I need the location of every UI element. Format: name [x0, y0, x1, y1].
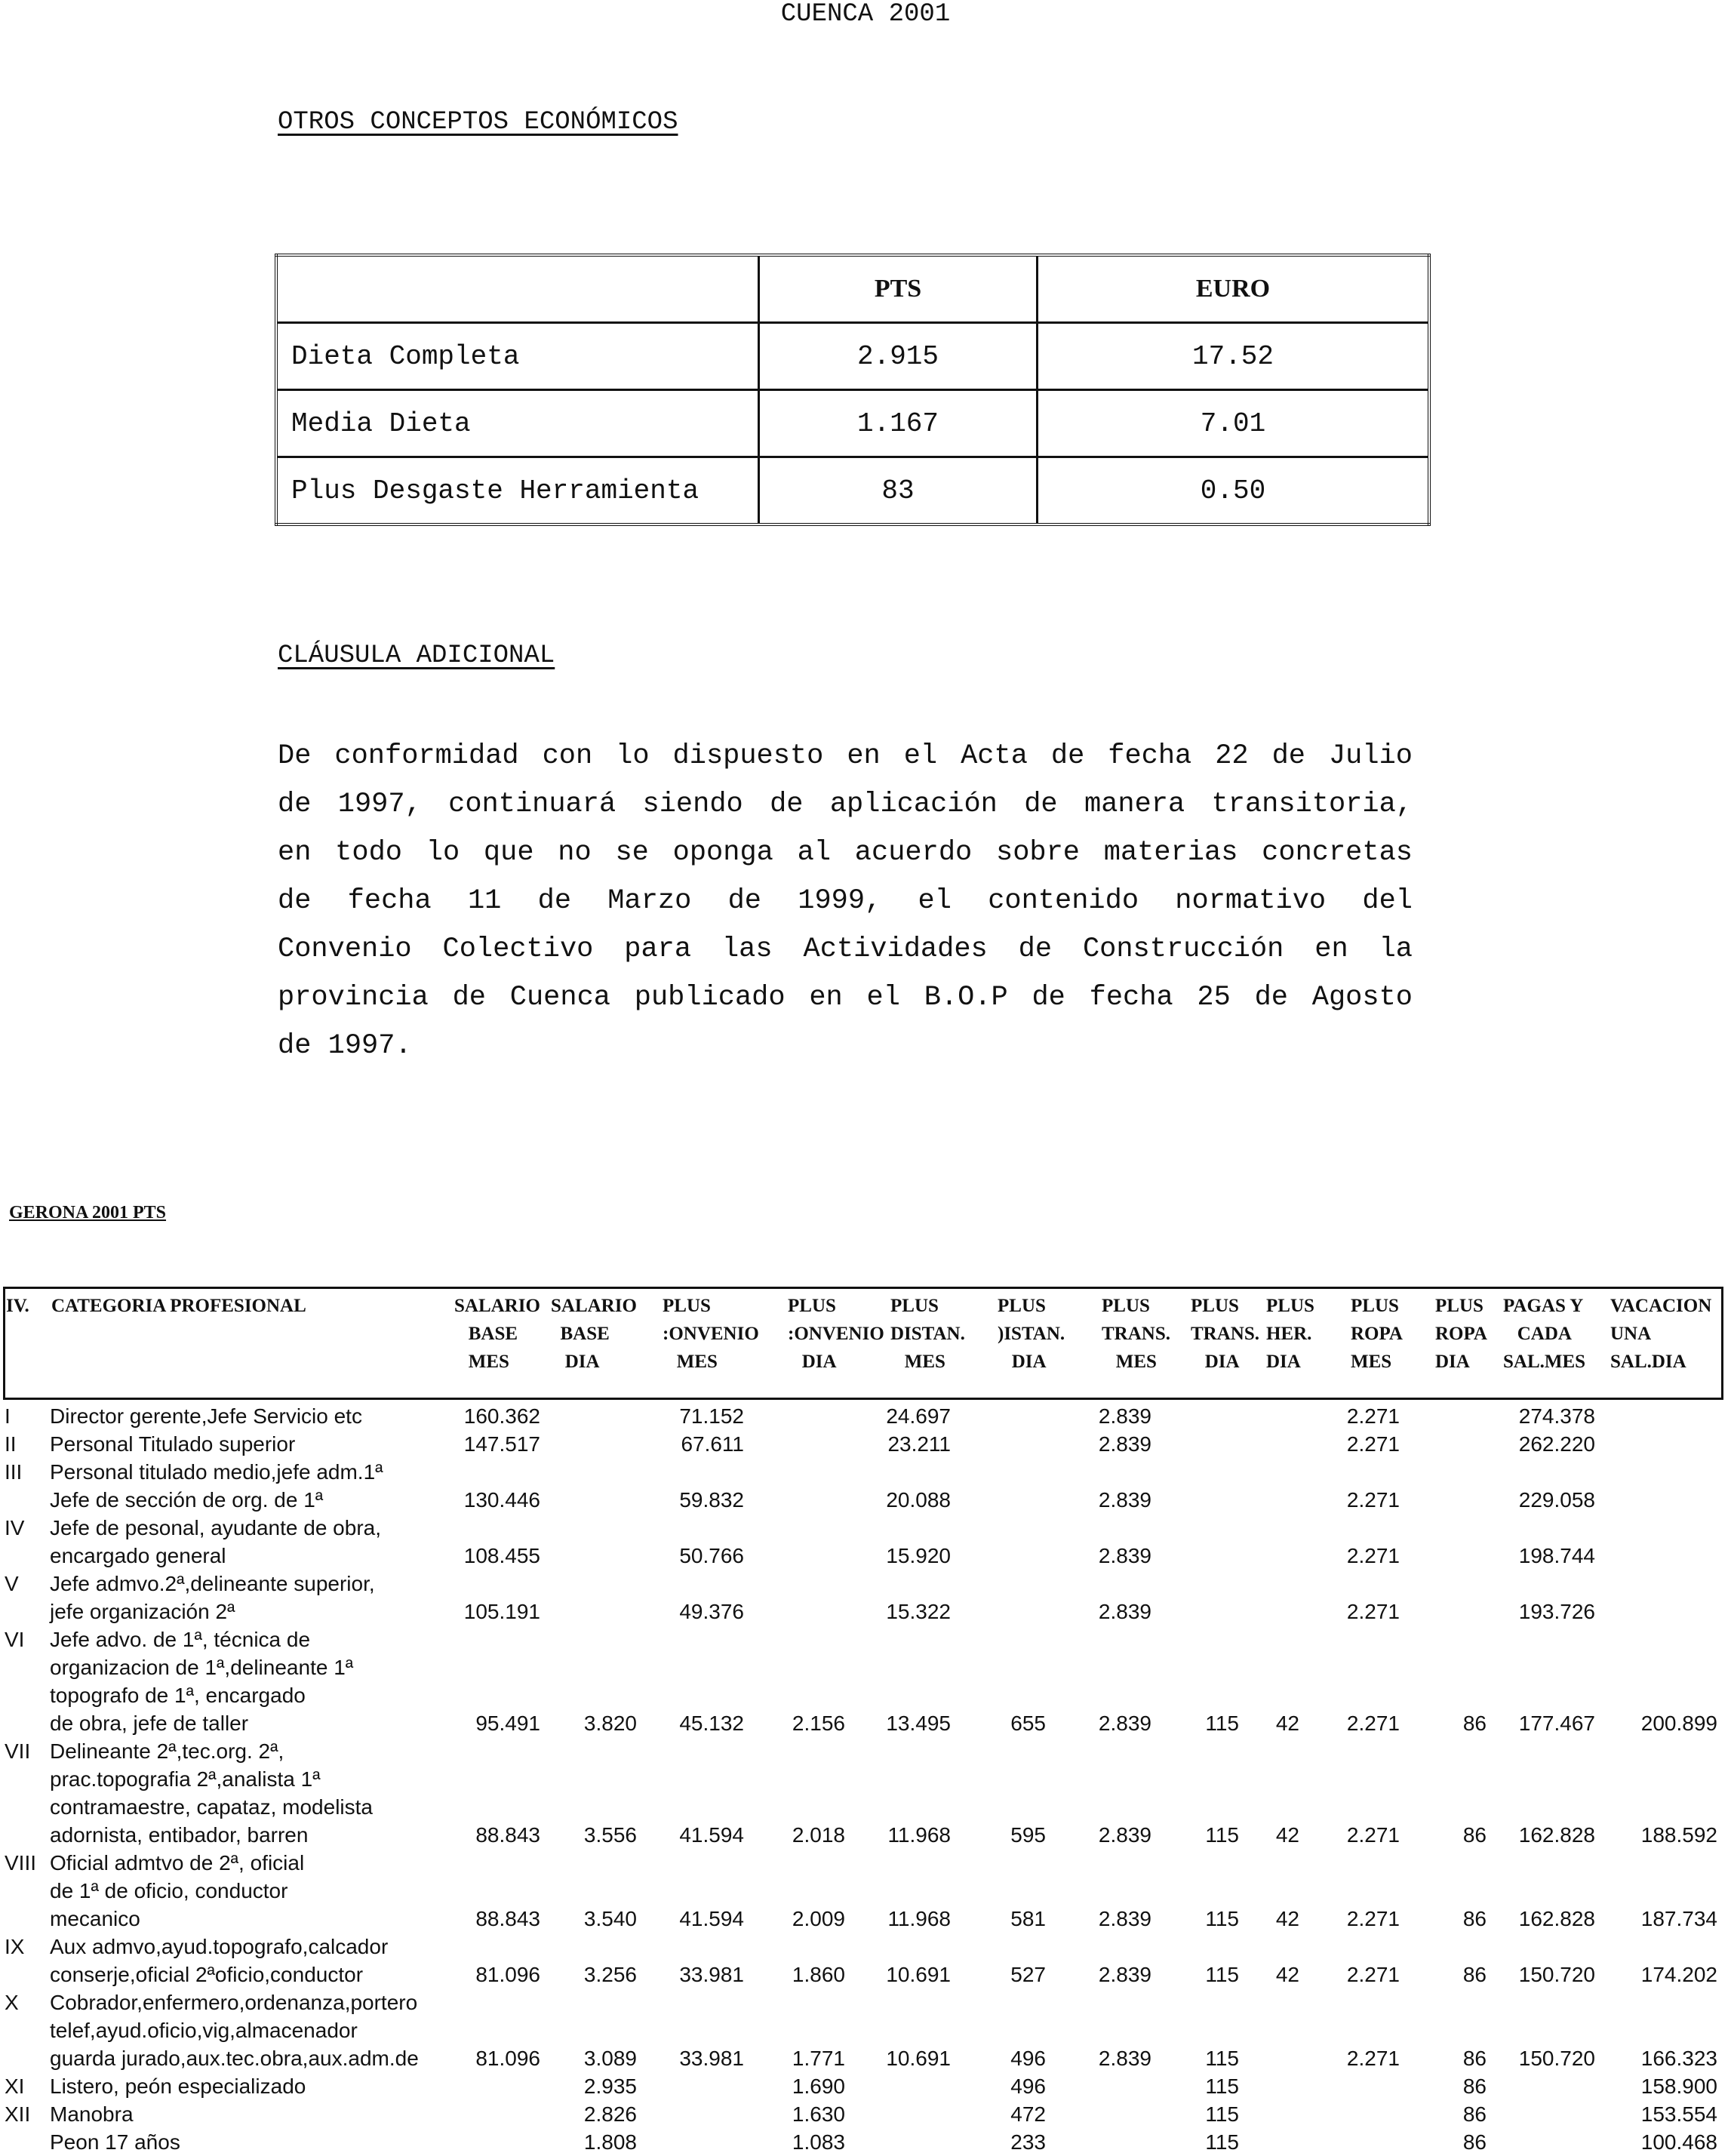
row-value: 108.455 — [463, 1544, 540, 1567]
row-value: 2.826 — [583, 2102, 637, 2126]
row-value: 158.900 — [1640, 2074, 1717, 2098]
row-value: 2.839 — [1098, 1963, 1151, 1986]
pts-cell: 1.167 — [759, 390, 1038, 457]
row-value: 86 — [1462, 2130, 1487, 2154]
empty-header-cell — [276, 255, 759, 323]
row-category-line: conserje,oficial 2ªoficio,conductor — [50, 1963, 364, 1986]
row-value: 150.720 — [1518, 2047, 1595, 2070]
row-value: 2.271 — [1346, 1488, 1400, 1512]
gerona-col-header: PLUS TRANS. MES — [1102, 1296, 1170, 1372]
row-value: 1.690 — [792, 2074, 845, 2098]
row-category-line: Manobra — [50, 2102, 134, 2126]
row-category-line: Personal Titulado superior — [50, 1432, 296, 1456]
row-value: 23.211 — [887, 1432, 951, 1456]
row-category-line: mecanico — [50, 1907, 140, 1930]
row-category-line: Delineante 2ª,tec.org. 2ª, — [50, 1739, 284, 1763]
clausula-paragraph — [278, 732, 1413, 1070]
row-value: 10.691 — [886, 1963, 951, 1986]
paragraph-line: de 1997. — [278, 1030, 412, 1062]
row-value: 42 — [1275, 1823, 1299, 1847]
row-value: 2.839 — [1098, 1907, 1151, 1930]
row-value: 42 — [1275, 1963, 1299, 1986]
gerona-col-header: PLUS DISTAN. MES — [890, 1296, 965, 1372]
table-row — [276, 323, 1429, 390]
row-value: 229.058 — [1518, 1488, 1595, 1512]
row-value: 86 — [1462, 2074, 1487, 2098]
row-level: XI — [5, 2074, 25, 2098]
row-value: 33.981 — [679, 2047, 744, 2070]
pts-cell: 83 — [759, 457, 1038, 525]
row-category-line: Oficial admtvo de 2ª, oficial — [50, 1851, 305, 1875]
row-value: 1.808 — [583, 2130, 637, 2154]
row-value: 41.594 — [679, 1823, 744, 1847]
row-value: 81.096 — [475, 1963, 540, 1986]
row-value: 1.630 — [792, 2102, 845, 2126]
row-category-line: prac.topografia 2ª,analista 1ª — [50, 1767, 321, 1791]
page-header: CUENCA 2001 — [780, 0, 951, 29]
row-category-line: Listero, peón especializado — [50, 2074, 306, 2098]
row-category-line: Director gerente,Jefe Servicio etc — [50, 1404, 362, 1428]
row-value: 496 — [1010, 2047, 1046, 2070]
row-value: 13.495 — [886, 1712, 951, 1735]
row-value: 10.691 — [886, 2047, 951, 2070]
row-value: 42 — [1275, 1907, 1299, 1930]
row-value: 527 — [1010, 1963, 1046, 1986]
row-category-line: Jefe advo. de 1ª, técnica de — [50, 1628, 311, 1651]
gerona-col-header: PLUS ROPA MES — [1351, 1296, 1403, 1372]
row-category-line: guarda jurado,aux.tec.obra,aux.adm.de — [50, 2047, 419, 2070]
row-category-line: topografo de 1ª, encargado — [50, 1684, 306, 1707]
euro-cell: 17.52 — [1038, 323, 1430, 390]
row-value: 200.899 — [1640, 1712, 1717, 1735]
row-category-line: de obra, jefe de taller — [50, 1712, 249, 1735]
row-value: 3.256 — [583, 1963, 637, 1986]
row-category-line: Cobrador,enfermero,ordenanza,portero — [50, 1991, 418, 2014]
row-value: 2.839 — [1098, 1600, 1151, 1623]
row-value: 472 — [1010, 2102, 1046, 2126]
row-value: 2.839 — [1098, 1823, 1151, 1847]
row-value: 3.820 — [583, 1712, 637, 1735]
row-value: 174.202 — [1640, 1963, 1717, 1986]
row-value: 2.271 — [1346, 1544, 1400, 1567]
row-level: I — [5, 1404, 11, 1428]
euro-cell: 7.01 — [1038, 390, 1430, 457]
row-category-line: contramaestre, capataz, modelista — [50, 1795, 373, 1819]
gerona-col-header: CATEGORIA PROFESIONAL — [51, 1296, 306, 1316]
paragraph-line: en todo lo que no se oponga al acuerdo sobre materias concretas — [278, 837, 1413, 869]
row-category-line: organizacion de 1ª,delineante 1ª — [50, 1656, 354, 1679]
row-category-line: jefe organización 2ª — [50, 1600, 235, 1623]
row-value: 88.843 — [475, 1907, 540, 1930]
row-value: 2.271 — [1346, 1963, 1400, 1986]
row-value: 2.156 — [792, 1712, 845, 1735]
paragraph-line: provincia de Cuenca publicado en el B.O.P de fecha 25 de Agosto — [278, 982, 1413, 1013]
row-level: VII — [5, 1739, 31, 1763]
row-value: 24.697 — [886, 1404, 951, 1428]
row-value: 86 — [1462, 1907, 1487, 1930]
row-value: 1.860 — [792, 1963, 845, 1986]
row-value: 2.839 — [1098, 1488, 1151, 1512]
row-value: 88.843 — [475, 1823, 540, 1847]
euro-cell: 0.50 — [1038, 457, 1430, 525]
row-value: 45.132 — [679, 1712, 744, 1735]
row-value: 2.271 — [1346, 1823, 1400, 1847]
row-value: 2.271 — [1346, 1600, 1400, 1623]
row-value: 150.720 — [1518, 1963, 1595, 1986]
row-level: VIII — [5, 1851, 37, 1875]
gerona-col-header: PAGAS Y CADA SAL.MES — [1503, 1296, 1586, 1372]
gerona-col-header: PLUS ROPA DIA — [1435, 1296, 1487, 1372]
row-category-line: adornista, entibador, barren — [50, 1823, 309, 1847]
row-value: 2.271 — [1346, 2047, 1400, 2070]
table-row — [276, 457, 1429, 525]
row-level: IV — [5, 1516, 25, 1539]
row-value: 160.362 — [463, 1404, 540, 1428]
row-level: VI — [5, 1628, 25, 1651]
gerona-col-header: VACACION UNA SAL.DIA — [1610, 1296, 1712, 1372]
row-value: 105.191 — [463, 1600, 540, 1623]
paragraph-line: De conformidad con lo dispuesto en el Acta de fecha 22 de Julio — [278, 740, 1413, 772]
table-header-row — [276, 255, 1429, 323]
row-value: 3.540 — [583, 1907, 637, 1930]
row-value: 86 — [1462, 1823, 1487, 1847]
row-value: 198.744 — [1518, 1544, 1595, 1567]
row-value: 95.491 — [475, 1712, 540, 1735]
row-value: 15.920 — [886, 1544, 951, 1567]
row-level: IX — [5, 1935, 25, 1958]
row-value: 115 — [1205, 1712, 1239, 1735]
row-value: 130.446 — [463, 1488, 540, 1512]
row-value: 86 — [1462, 2047, 1487, 2070]
row-value: 41.594 — [679, 1907, 744, 1930]
row-value: 2.271 — [1346, 1432, 1400, 1456]
row-value: 50.766 — [679, 1544, 744, 1567]
row-value: 262.220 — [1518, 1432, 1595, 1456]
row-value: 166.323 — [1640, 2047, 1717, 2070]
row-value: 655 — [1010, 1712, 1046, 1735]
paragraph-line: Convenio Colectivo para las Actividades de Construcción en la — [278, 933, 1413, 965]
row-value: 11.968 — [887, 1907, 951, 1930]
row-value: 3.089 — [583, 2047, 637, 2070]
col-pts-header: PTS — [759, 255, 1038, 323]
gerona-col-header: PLUS :ONVENIO MES — [663, 1296, 759, 1372]
pts-cell: 2.915 — [759, 323, 1038, 390]
otros-conceptos-table — [275, 254, 1431, 526]
gerona-col-header: SALARIO BASE DIA — [551, 1296, 637, 1372]
paragraph-line: de fecha 11 de Marzo de 1999, el contenido normativo del — [278, 885, 1413, 917]
table-row — [276, 390, 1429, 457]
row-level: II — [5, 1432, 17, 1456]
paragraph-line: de 1997, continuará siendo de aplicación de manera transitoria, — [278, 789, 1413, 820]
gerona-col-header: PLUS HER. DIA — [1266, 1296, 1314, 1372]
row-category-line: de 1ª de oficio, conductor — [50, 1879, 288, 1902]
row-value: 115 — [1205, 2130, 1239, 2154]
row-category-line: Peon 17 años — [50, 2130, 180, 2154]
row-value: 2.839 — [1098, 2047, 1151, 2070]
row-category-line: Personal titulado medio,jefe adm.1ª — [50, 1460, 383, 1484]
row-value: 496 — [1010, 2074, 1046, 2098]
gerona-col-header: IV. — [6, 1296, 29, 1316]
gerona-col-header: SALARIO BASE MES — [454, 1296, 540, 1372]
row-value: 147.517 — [463, 1432, 540, 1456]
row-value: 193.726 — [1518, 1600, 1595, 1623]
row-value: 2.935 — [583, 2074, 637, 2098]
row-category-line: encargado general — [50, 1544, 226, 1567]
concept-cell: Dieta Completa — [276, 323, 759, 390]
row-value: 177.467 — [1518, 1712, 1595, 1735]
row-category-line: Aux admvo,ayud.topografo,calcador — [50, 1935, 389, 1958]
row-value: 59.832 — [679, 1488, 744, 1512]
row-level: V — [5, 1572, 19, 1595]
row-value: 2.271 — [1346, 1712, 1400, 1735]
row-value: 115 — [1205, 2102, 1239, 2126]
row-value: 2.018 — [792, 1823, 845, 1847]
row-value: 2.839 — [1098, 1432, 1151, 1456]
row-level: X — [5, 1991, 19, 2014]
row-value: 162.828 — [1518, 1907, 1595, 1930]
row-value: 233 — [1010, 2130, 1046, 2154]
row-value: 11.968 — [887, 1823, 951, 1847]
row-value: 3.556 — [583, 1823, 637, 1847]
otros-title: OTROS CONCEPTOS ECONÓMICOS — [278, 108, 678, 137]
row-category-line: Jefe de sección de org. de 1ª — [50, 1488, 324, 1512]
row-value: 86 — [1462, 1963, 1487, 1986]
row-category-line: Jefe admvo.2ª,delineante superior, — [50, 1572, 375, 1595]
col-euro-header: EURO — [1038, 255, 1430, 323]
row-value: 86 — [1462, 1712, 1487, 1735]
concept-cell: Plus Desgaste Herramienta — [276, 457, 759, 525]
gerona-col-header: PLUS TRANS. DIA — [1191, 1296, 1259, 1372]
clausula-title: CLÁUSULA ADICIONAL — [278, 641, 555, 670]
gerona-title: GERONA 2001 PTS — [9, 1203, 167, 1223]
row-value: 1.771 — [792, 2047, 845, 2070]
row-value: 188.592 — [1640, 1823, 1717, 1847]
gerona-col-header: PLUS )ISTAN. DIA — [998, 1296, 1065, 1372]
row-value: 162.828 — [1518, 1823, 1595, 1847]
row-value: 2.271 — [1346, 1404, 1400, 1428]
row-value: 2.271 — [1346, 1907, 1400, 1930]
row-value: 67.611 — [681, 1432, 744, 1456]
row-value: 2.839 — [1098, 1544, 1151, 1567]
row-value: 49.376 — [679, 1600, 744, 1623]
row-value: 187.734 — [1640, 1907, 1717, 1930]
row-value: 1.083 — [792, 2130, 845, 2154]
row-value: 115 — [1205, 1823, 1239, 1847]
row-category-line: Jefe de pesonal, ayudante de obra, — [50, 1516, 382, 1539]
row-value: 115 — [1205, 2047, 1239, 2070]
gerona-col-header: PLUS :ONVENIO DIA — [788, 1296, 884, 1372]
row-level: XII — [5, 2102, 31, 2126]
row-value: 595 — [1010, 1823, 1046, 1847]
row-value: 115 — [1205, 1963, 1239, 1986]
concept-cell: Media Dieta — [276, 390, 759, 457]
row-value: 2.839 — [1098, 1404, 1151, 1428]
row-value: 86 — [1462, 2102, 1487, 2126]
row-value: 115 — [1205, 2074, 1239, 2098]
row-value: 274.378 — [1518, 1404, 1595, 1428]
row-value: 15.322 — [886, 1600, 951, 1623]
row-value: 81.096 — [475, 2047, 540, 2070]
row-value: 2.009 — [792, 1907, 845, 1930]
row-value: 71.152 — [679, 1404, 744, 1428]
row-value: 115 — [1205, 1907, 1239, 1930]
row-value: 33.981 — [679, 1963, 744, 1986]
row-value: 153.554 — [1640, 2102, 1717, 2126]
row-value: 100.468 — [1640, 2130, 1717, 2154]
row-level: III — [5, 1460, 23, 1484]
row-value: 2.839 — [1098, 1712, 1151, 1735]
row-value: 20.088 — [886, 1488, 951, 1512]
row-value: 42 — [1275, 1712, 1299, 1735]
row-value: 581 — [1010, 1907, 1046, 1930]
row-category-line: telef,ayud.oficio,vig,almacenador — [50, 2019, 358, 2042]
